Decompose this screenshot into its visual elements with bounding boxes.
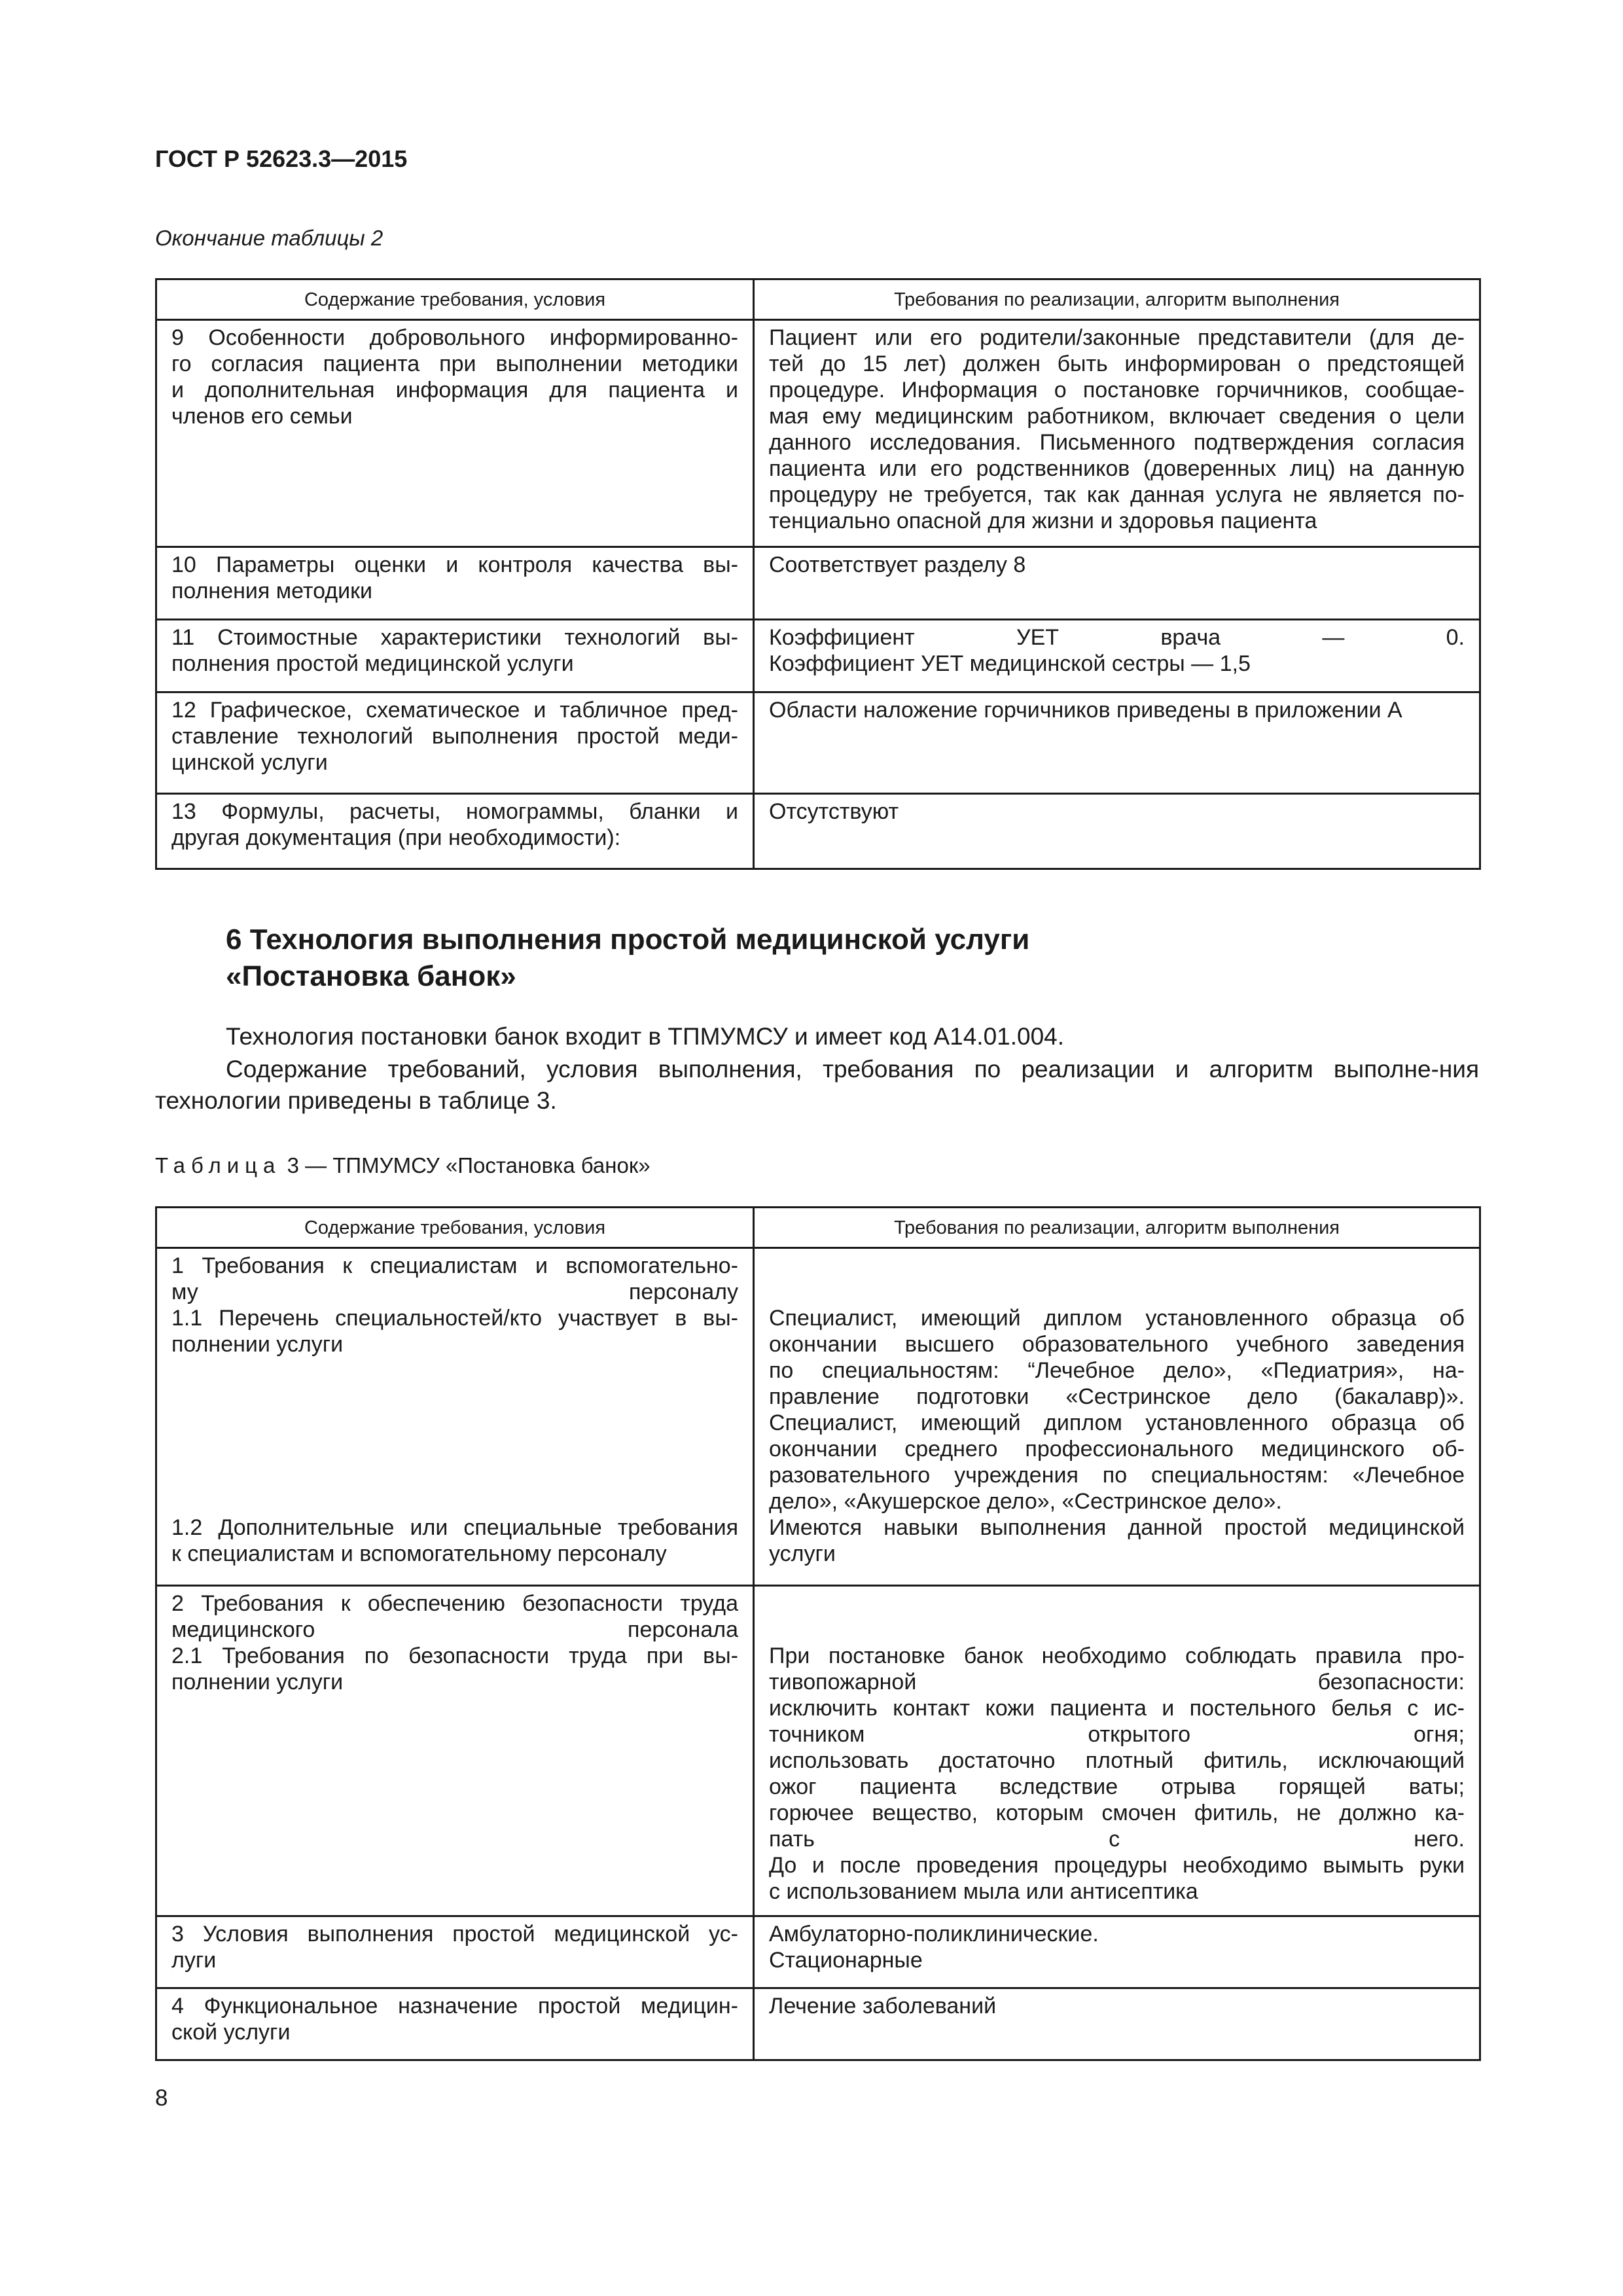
table-cell: [156, 1248, 754, 1586]
cell-text-line: тей до 15 лет) должен быть информирован о предстоящей: [769, 351, 1465, 376]
column-header: Содержание требования, условия: [156, 1208, 754, 1248]
cell-text-line: пациента или его родственников (доверенных лиц) на данную: [769, 456, 1465, 481]
cell-text-line: окончании среднего профессионального медицинского об-: [769, 1437, 1465, 1462]
table-row: [156, 620, 1480, 692]
cell-text-line: и дополнительная информация для пациента и: [171, 378, 738, 403]
table-row: [156, 794, 1480, 869]
document-id: ГОСТ Р 52623.3—2015: [155, 145, 408, 172]
cell-text-line: дело», «Акушерское дело», «Сестринское дело».: [769, 1489, 1282, 1514]
table-cell: [156, 320, 754, 547]
cell-text-line: 4 Функциональное назначение простой медицин-: [171, 1994, 738, 2018]
cell-text-line: другая документация (при необходимости):: [171, 825, 621, 850]
cell-text-line: 3 Условия выполнения простой медицинской ус-: [171, 1922, 738, 1946]
cell-text-line: с использованием мыла или антисептика: [769, 1879, 1198, 1904]
cell-text-line: При постановке банок необходимо соблюдать правила про-: [769, 1643, 1465, 1668]
cell-text-line: тенциально опасной для жизни и здоровья пациента: [769, 509, 1317, 533]
cell-text-line: данного исследования. Письменного подтверждения согласия: [769, 430, 1465, 455]
cell-text-line: полнении услуги: [171, 1332, 344, 1357]
cell-text-line: ожог пациента вследствие отрыва горящей ваты;: [769, 1774, 1465, 1799]
cell-text-line: процедуре. Информация о постановке горчичников, сообщае-: [769, 378, 1465, 403]
table-cell: [156, 547, 754, 620]
table-cell: [754, 692, 1480, 794]
page-number: 8: [155, 2085, 168, 2111]
cell-text-line: Специалист, имеющий диплом установленного образца об: [769, 1410, 1465, 1435]
table-cell: [754, 1916, 1480, 1988]
cell-text-line: му персоналу: [171, 1280, 738, 1304]
cell-text-line: Лечение заболеваний: [769, 1994, 997, 2018]
table-row: [156, 1586, 1480, 1916]
cell-text-line: медицинского персонала: [171, 1617, 738, 1642]
table-cell: [754, 1988, 1480, 2060]
table-cell: [754, 1586, 1480, 1916]
table-row: [156, 692, 1480, 794]
cell-text-line: услуги: [769, 1541, 836, 1566]
cell-text-line: 1 Требования к специалистам и вспомогательно-: [171, 1253, 738, 1278]
cell-text-line: 10 Параметры оценки и контроля качества вы-: [171, 552, 738, 577]
cell-text-line: 1.1 Перечень специальностей/кто участвует в вы-: [171, 1306, 738, 1331]
cell-text-line: тивопожарной безопасности:: [769, 1670, 1465, 1695]
cell-text-line: луги: [171, 1948, 217, 1973]
table-cell: [754, 320, 1480, 547]
table-2: [155, 278, 1481, 870]
cell-text-line: Области наложение горчичников приведены в приложении А: [769, 698, 1402, 723]
cell-text-line: окончании высшего образовательного учебного заведения: [769, 1332, 1465, 1357]
table-cell: [754, 620, 1480, 692]
table-header-row: [156, 279, 1480, 320]
cell-text-line: к специалистам и вспомогательному персоналу: [171, 1541, 667, 1566]
table-cell: [156, 1916, 754, 1988]
cell-text-line: точником открытого огня;: [769, 1722, 1465, 1747]
cell-text-line: 2.1 Требования по безопасности труда при вы-: [171, 1643, 738, 1668]
section-heading: [226, 922, 1029, 995]
cell-text-line: Стационарные: [769, 1948, 923, 1973]
cell-text-line: по специальностям: “Лечебное дело», «Педиатрия», на-: [769, 1358, 1465, 1383]
cell-text-line: полнения простой медицинской услуги: [171, 651, 574, 676]
cell-text-line: Имеются навыки выполнения данной простой медицинской: [769, 1515, 1465, 1540]
cell-text-line: го согласия пациента при выполнении методики: [171, 351, 738, 376]
cell-text-line: пать с него.: [769, 1827, 1465, 1852]
table-cell: [156, 620, 754, 692]
cell-text-line: 13 Формулы, расчеты, номограммы, бланки и: [171, 799, 738, 824]
table-cell: [754, 547, 1480, 620]
cell-text-line: горючее вещество, которым смочен фитиль, не должно ка-: [769, 1801, 1465, 1825]
table-cell: [754, 1248, 1480, 1586]
cell-text-line: полнения методики: [171, 579, 372, 603]
cell-text-line: Отсутствуют: [769, 799, 899, 824]
cell-text-line: До и после проведения процедуры необходимо вымыть руки: [769, 1853, 1465, 1878]
table-caption-text: 3 — ТПМУМСУ «Постановка банок»: [287, 1153, 651, 1177]
table-row: [156, 1988, 1480, 2060]
cell-text-line: 2 Требования к обеспечению безопасности труда: [171, 1591, 738, 1616]
table-header-row: [156, 1208, 1480, 1248]
cell-text-line: правление подготовки «Сестринское дело (бакалавр)».: [769, 1384, 1465, 1409]
cell-text-line: использовать достаточно плотный фитиль, исключающий: [769, 1748, 1465, 1773]
cell-text-line: Специалист, имеющий диплом установленного образца об: [769, 1306, 1465, 1331]
cell-text-line: процедуру не требуется, так как данная услуга не является по-: [769, 482, 1465, 507]
cell-text-line: Коэффициент УЕТ медицинской сестры — 1,5: [769, 651, 1251, 676]
table-row: [156, 547, 1480, 620]
cell-text-line: Пациент или его родители/законные представители (для де-: [769, 325, 1465, 350]
section-heading-line: «Постановка банок»: [226, 960, 516, 992]
table-cell: [156, 1586, 754, 1916]
cell-text-line: 1.2 Дополнительные или специальные требования: [171, 1515, 738, 1540]
column-header: Содержание требования, условия: [156, 279, 754, 320]
cell-text-line: Коэффициент УЕТ врача — 0.: [769, 625, 1465, 650]
cell-text-line: цинской услуги: [171, 750, 328, 775]
column-header: Требования по реализации, алгоритм выполнения: [754, 279, 1480, 320]
table-caption-label: Таблица: [155, 1153, 281, 1177]
table-3: [155, 1206, 1481, 2061]
table-cell: [156, 1988, 754, 2060]
cell-text-line: ской услуги: [171, 2020, 291, 2045]
table-cell: [156, 692, 754, 794]
cell-text-line: членов его семьи: [171, 404, 353, 429]
paragraph: Содержание требований, условия выполнения, требования по реализации и алгоритм выполне-ния технологии приведены в таблице 3.: [155, 1056, 1479, 1114]
cell-text-line: разовательного учреждения по специальностям: «Лечебное: [769, 1463, 1465, 1488]
table-cell: [156, 794, 754, 869]
section-heading-line: 6 Технология выполнения простой медицинской услуги: [226, 924, 1030, 956]
table-row: [156, 1248, 1480, 1586]
cell-text-line: мая ему медицинским работником, включает сведения о цели: [769, 404, 1465, 429]
table-cell: [754, 794, 1480, 869]
cell-text-line: полнении услуги: [171, 1670, 344, 1695]
cell-text-line: ставление технологий выполнения простой меди-: [171, 724, 738, 749]
cell-text-line: 11 Стоимостные характеристики технологий вы-: [171, 625, 738, 650]
table-2-caption: Окончание таблицы 2: [155, 226, 383, 250]
cell-text-line: Соответствует разделу 8: [769, 552, 1026, 577]
table-row: [156, 1916, 1480, 1988]
cell-text-line: 9 Особенности добровольного информированно-: [171, 325, 738, 350]
cell-text-line: исключить контакт кожи пациента и постельного белья с ис-: [769, 1696, 1465, 1721]
table-3-caption: [155, 1153, 651, 1178]
column-header: Требования по реализации, алгоритм выполнения: [754, 1208, 1480, 1248]
cell-text-line: 12 Графическое, схематическое и табличное пред-: [171, 698, 738, 723]
table-row: [156, 320, 1480, 547]
paragraph: Технология постановки банок входит в ТПМУМСУ и имеет код А14.01.004.: [226, 1023, 1065, 1050]
cell-text-line: Амбулаторно-поликлинические.: [769, 1922, 1099, 1946]
